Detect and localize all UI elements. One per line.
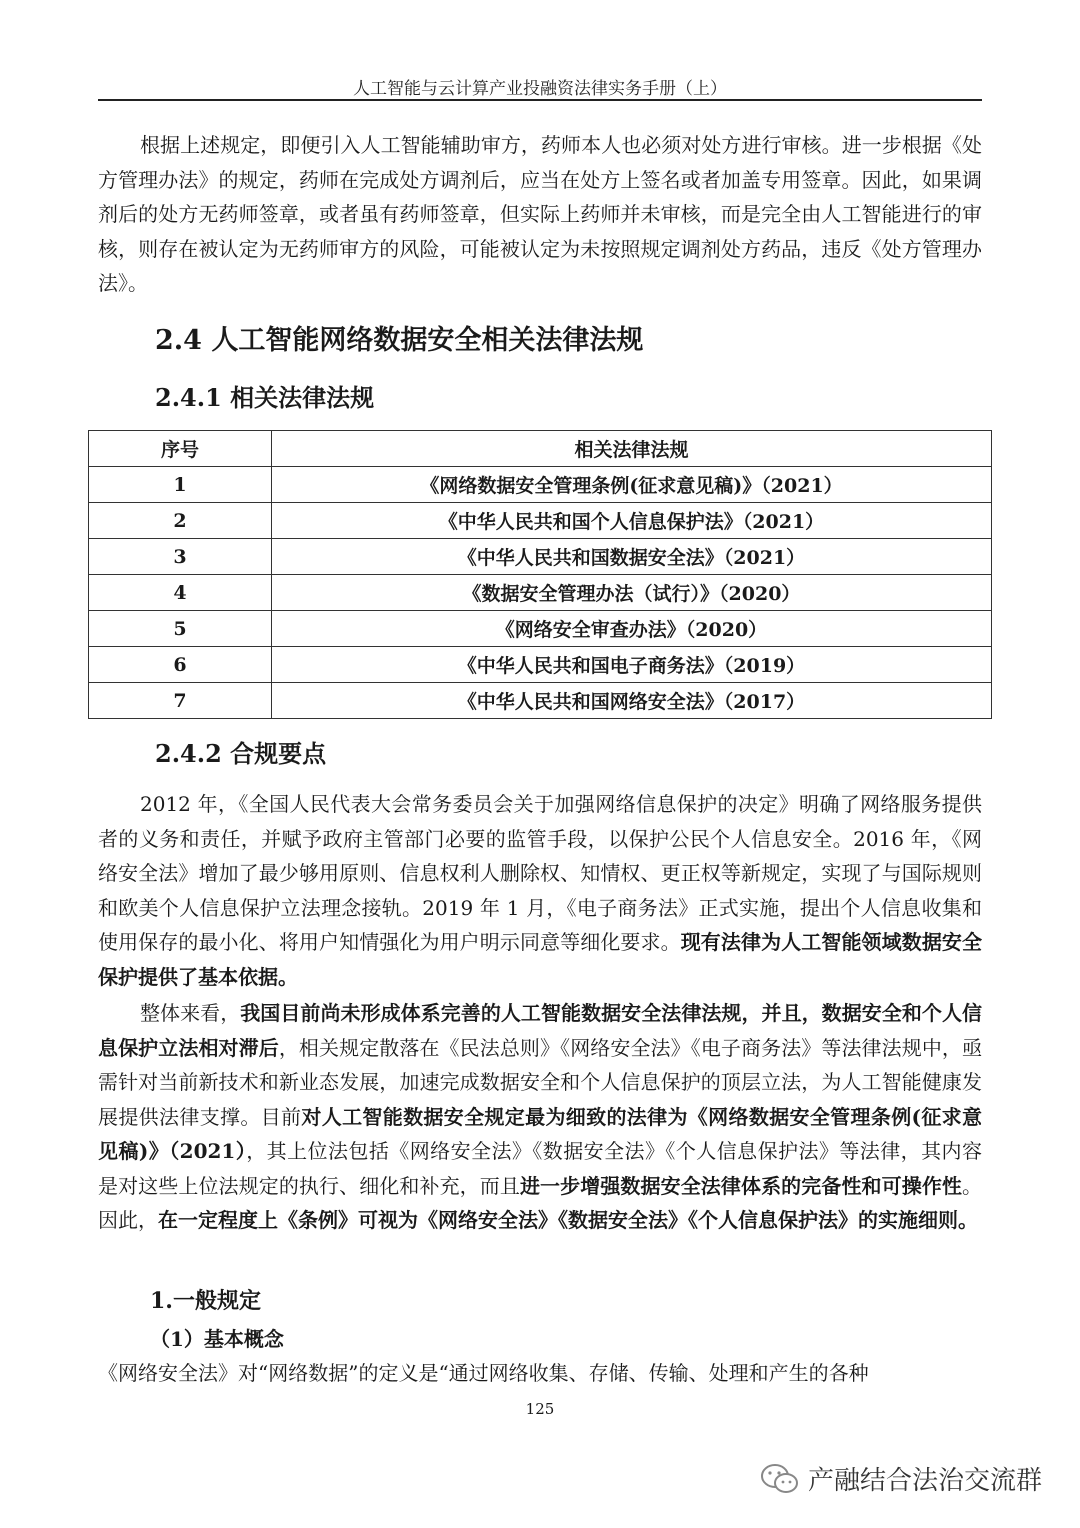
row-law: 《中华人民共和国网络安全法》（2017） xyxy=(272,683,992,719)
header-divider xyxy=(98,99,982,101)
law-table xyxy=(88,430,992,719)
subheading-basic-concepts: （1）基本概念 xyxy=(150,1327,284,1351)
table-row xyxy=(89,539,992,575)
paragraph-2012 xyxy=(98,787,982,994)
paragraph-2012-emphasis: 现有法律为人工智能领域数据安全保护提供了基本依据。 xyxy=(98,930,983,989)
last-paragraph: 《网络安全法》对“网络数据”的定义是“通过网络收集、存储、传输、处理和产生的各种 xyxy=(98,1361,869,1385)
intro-paragraph: 根据上述规定，即便引入人工智能辅助审方，药师本人也必须对处方进行审核。进一步根据《处方管理办法》的规定，药师在完成处方调剂后，应当在处方上签名或者加盖专用签章。因此，如果调剂后的处方无药师签章，或者虽有药师签章，但实际上药师并未审核，而是完全由人工智能进行的审核，则存在被认定为无药师审方的风险，可能被认定为未按照规定调剂处方药品，违反《处方管理办法》。 xyxy=(98,133,982,295)
running-header: 人工智能与云计算产业投融资法律实务手册（上） xyxy=(353,79,727,99)
table-row xyxy=(89,683,992,719)
row-index: 7 xyxy=(89,683,272,719)
overall-emphasis-3: 进一步增强数据安全法律体系的完备性和可操作性 xyxy=(519,1173,962,1198)
section-2-4-2-heading: 2.4.2 合规要点 xyxy=(155,739,327,768)
watermark xyxy=(760,1460,1042,1497)
row-index: 2 xyxy=(89,503,272,539)
table-header-row xyxy=(89,431,992,467)
overall-emphasis-2: 对人工智能数据安全规定最为细致的法律为《网络数据安全管理条例(征求意见稿)》（2021） xyxy=(98,1104,983,1163)
overall-text-3: ，其上位法包括《网络安全法》《数据安全法》《个人信息保护法》等法律，其内容是对这些上位法规定的执行、细化和补充，而且 xyxy=(98,1139,982,1198)
wechat-icon xyxy=(760,1463,800,1495)
row-index: 6 xyxy=(89,647,272,683)
row-index: 4 xyxy=(89,575,272,611)
overall-emphasis-1: 我国目前尚未形成体系完善的人工智能数据安全法律法规，并且，数据安全和个人信息保护立法相对滞后 xyxy=(98,1001,983,1060)
watermark-text: 产融结合法治交流群 xyxy=(808,1466,1043,1496)
table-row xyxy=(89,503,992,539)
table-row xyxy=(89,467,992,503)
overall-text-4: 。因此， xyxy=(98,1173,982,1232)
table-row xyxy=(89,611,992,647)
section-2-4-heading: 2.4 人工智能网络数据安全相关法律法规 xyxy=(155,325,644,356)
col-header-law: 相关法律法规 xyxy=(272,431,992,467)
paragraph-overall xyxy=(98,996,982,1238)
row-law: 《中华人民共和国电子商务法》（2019） xyxy=(272,647,992,683)
row-law: 《中华人民共和国数据安全法》（2021） xyxy=(272,539,992,575)
page-number: 125 xyxy=(525,1400,555,1418)
overall-emphasis-4: 在一定程度上《条例》可视为《网络安全法》《数据安全法》《个人信息保护法》的实施细则。 xyxy=(158,1208,978,1232)
row-law: 《网络安全审查办法》（2020） xyxy=(272,611,992,647)
row-index: 3 xyxy=(89,539,272,575)
row-index: 1 xyxy=(89,467,272,503)
row-law: 《中华人民共和国个人信息保护法》（2021） xyxy=(272,503,992,539)
table-row xyxy=(89,647,992,683)
paragraph-2012-text: 2012 年，《全国人民代表大会常务委员会关于加强网络信息保护的决定》明确了网络服务提供者的义务和责任，并赋予政府主管部门必要的监管手段，以保护公民个人信息安全。2016 年，《网络安全法》增加了最少够用原则、信息权利人删除权、知情权、更正权等新规定，实现了与国际规则和欧美个人信息保护立法理念接轨。2019 年 1 月，《电子商务法》正式实施，提出个人信息收集和使用保存的最小化、将用户知情强化为用户明示同意等细化要求。 xyxy=(98,792,982,954)
table-row xyxy=(89,575,992,611)
col-header-index: 序号 xyxy=(89,431,272,467)
overall-text-1: 整体来看， xyxy=(140,1001,241,1025)
row-law: 《网络数据安全管理条例(征求意见稿)》（2021） xyxy=(272,467,992,503)
overall-text-2: ，相关规定散落在《民法总则》《网络安全法》《电子商务法》等法律法规中，亟需针对当前新技术和新业态发展，加速完成数据安全和个人信息保护的顶层立法，为人工智能健康发展提供法律支撑。目前 xyxy=(98,1035,983,1129)
subheading-general-provisions: 1.一般规定 xyxy=(150,1288,261,1314)
row-law: 《数据安全管理办法（试行）》（2020） xyxy=(272,575,992,611)
section-2-4-1-heading: 2.4.1 相关法律法规 xyxy=(155,383,375,412)
row-index: 5 xyxy=(89,611,272,647)
